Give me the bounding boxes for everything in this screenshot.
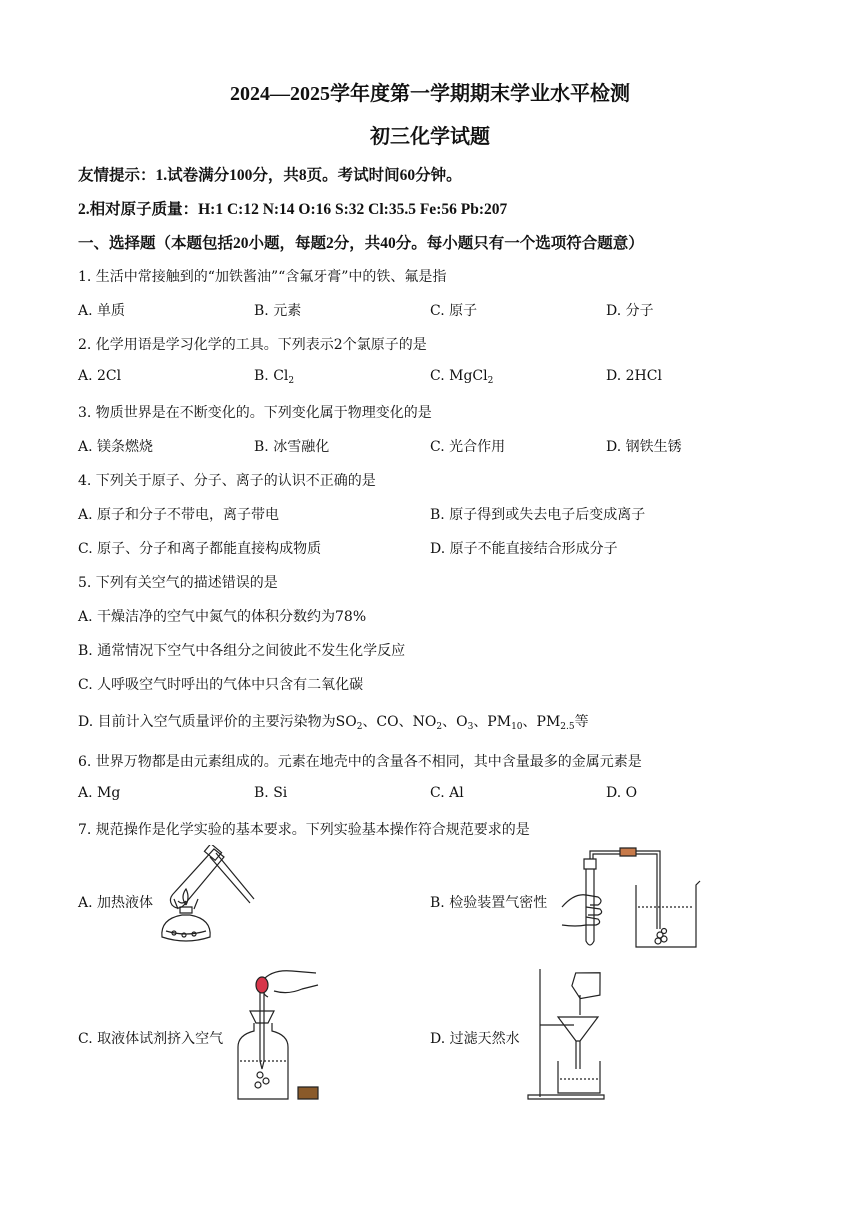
question-7-stem: 7. 规范操作是化学实验的基本要求。下列实验基本操作符合规范要求的是 [78,822,530,838]
q1-option-a: A. 单质 [78,303,126,319]
q3-option-a: A. 镁条燃烧 [78,439,154,455]
section-heading: 一、选择题（本题包括20小题，每题2分，共40分。每小题只有一个选项符合题意） [78,235,644,252]
q6-option-c: C. Al [430,785,464,801]
exam-title: 2024—2025学年度第一学期期末学业水平检测 [230,83,630,105]
q1-option-c: C. 原子 [430,303,478,319]
q5-option-d: D. 目前计入空气质量评价的主要污染物为$SO_2$、CO、$NO_2$、$O_3$、$PM_{10}$、$PM_{2.5}$等 [78,714,589,732]
heating-liquid-figure [156,845,256,950]
q4-option-a: A. 原子和分子不带电，离子带电 [78,507,280,523]
q6-option-b: B. Si [254,785,288,801]
q1-option-d: D. 分子 [606,303,654,319]
question-3-stem: 3. 物质世界是在不断变化的。下列变化属于物理变化的是 [78,405,432,421]
q7-option-c: C. 取液体试剂挤入空气 [78,1031,224,1047]
q2-option-b: B. $Cl_2$ [254,368,295,386]
question-2-stem: 2. 化学用语是学习化学的工具。下列表示2个氯原子的是 [78,337,427,353]
exam-subtitle: 初三化学试题 [370,126,490,148]
q4-option-d: D. 原子不能直接结合形成分子 [430,541,618,557]
q2-option-d: D. 2HCl [606,368,662,384]
question-1-stem: 1. 生活中常接触到的“加铁酱油”“含氟牙膏”中的铁、氟是指 [78,269,447,285]
q4-option-c: C. 原子、分子和离子都能直接构成物质 [78,541,322,557]
q2-option-a: A. 2Cl [78,368,122,384]
q7-option-a: A. 加热液体 [78,895,154,911]
q5-option-b: B. 通常情况下空气中各组分之间彼此不发生化学反应 [78,643,406,659]
q3-option-b: B. 冰雪融化 [254,439,330,455]
q7-option-b: B. 检验装置气密性 [430,895,548,911]
q7-option-d: D. 过滤天然水 [430,1031,520,1047]
q2-option-c: C. MgCl$_2$ [430,368,494,386]
q5-option-a: A. 干燥洁净的空气中氮气的体积分数约为78% [78,609,367,625]
q3-option-c: C. 光合作用 [430,439,506,455]
question-4-stem: 4. 下列关于原子、分子、离子的认识不正确的是 [78,473,376,489]
note-line-1: 友情提示：1.试卷满分100分，共8页。考试时间60分钟。 [78,167,462,184]
q6-option-d: D. O [606,785,638,801]
note-line-2: 2.相对原子质量：H:1 C:12 N:14 O:16 S:32 Cl:35.5 Fe:56 Pb:207 [78,201,508,218]
filtration-figure [518,965,628,1105]
question-6-stem: 6. 世界万物都是由元素组成的。元素在地壳中的含量各不相同，其中含量最多的金属元素是 [78,754,642,770]
dropper-reagent-figure [232,965,342,1105]
airtightness-check-figure [560,845,702,955]
question-5-stem: 5. 下列有关空气的描述错误的是 [78,575,278,591]
q6-option-a: A. Mg [78,785,121,801]
q4-option-b: B. 原子得到或失去电子后变成离子 [430,507,646,523]
q3-option-d: D. 钢铁生锈 [606,439,682,455]
q1-option-b: B. 元素 [254,303,302,319]
q5-option-c: C. 人呼吸空气时呼出的气体中只含有二氧化碳 [78,677,364,693]
